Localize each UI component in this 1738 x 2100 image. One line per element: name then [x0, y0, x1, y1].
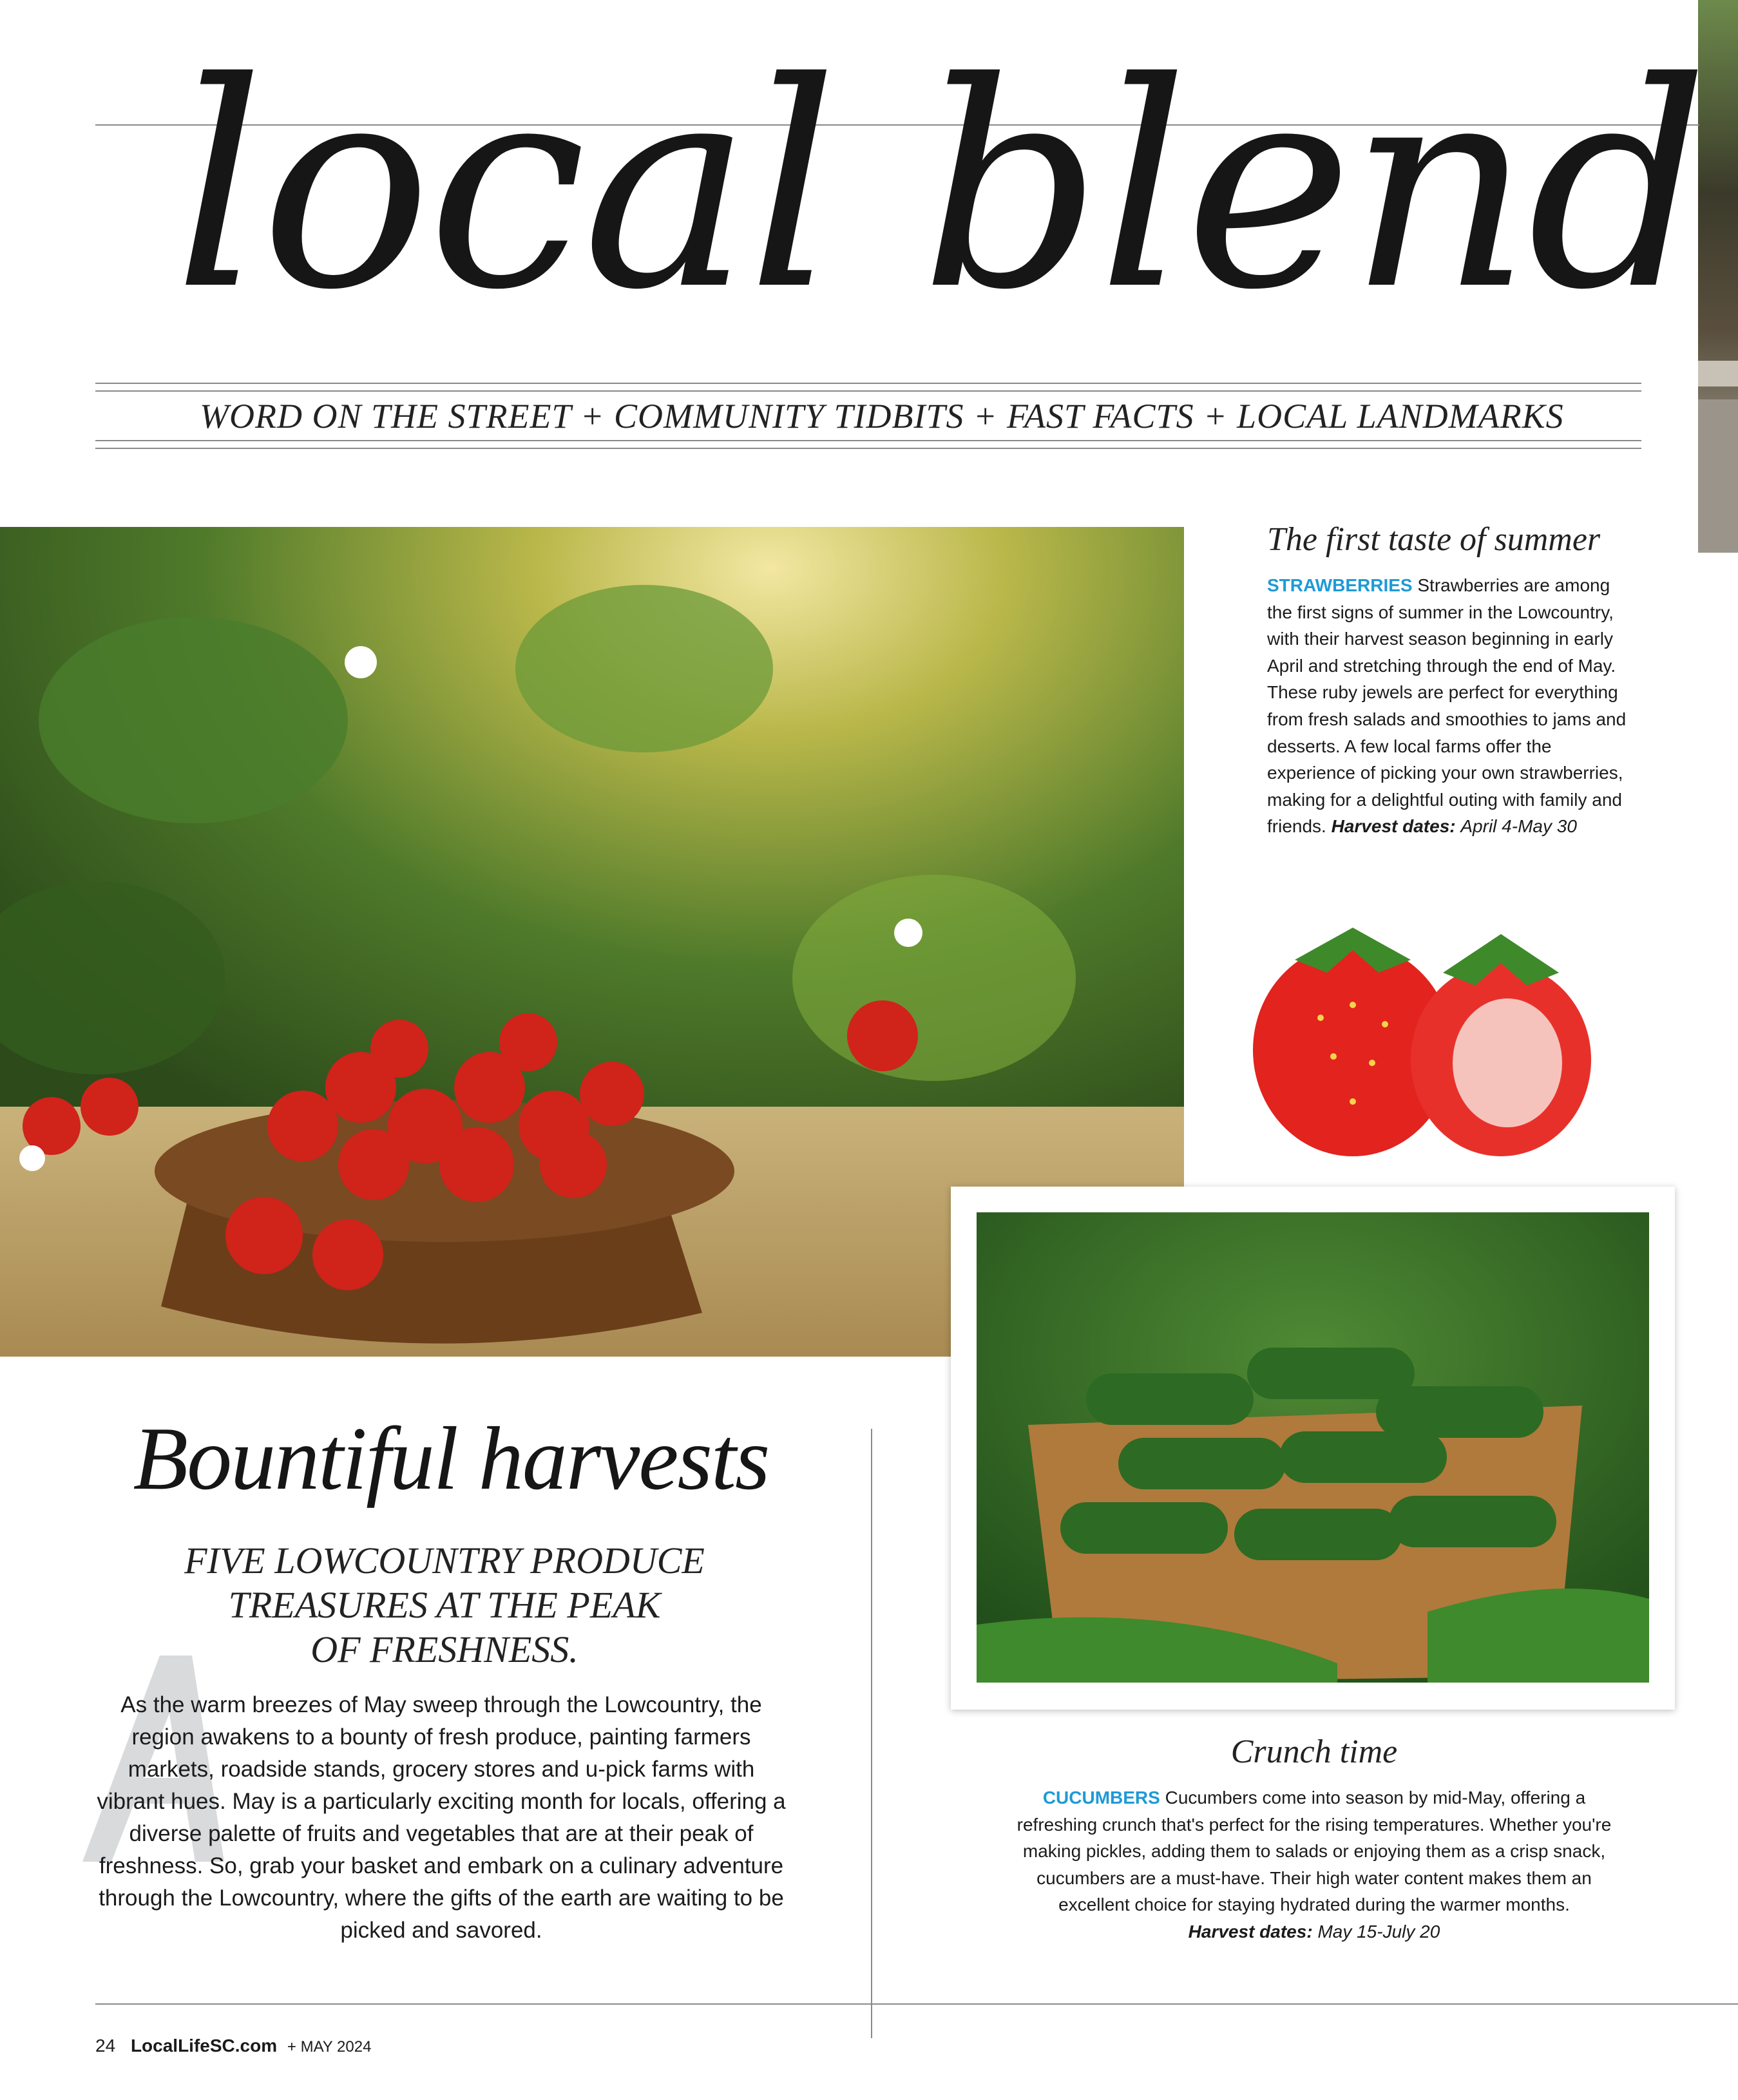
strawberries-cutout-image [1224, 889, 1636, 1160]
masthead-title: local blend [174, 22, 1705, 352]
strawberries-heading: The first taste of summer [1267, 521, 1601, 558]
strawberries-paragraph [1267, 572, 1628, 840]
footer-page-number: 24 [95, 2036, 116, 2056]
cucumbers-harvest-label: Harvest dates: [1188, 1921, 1313, 1942]
cucumbers-harvest-value: May 15-July 20 [1317, 1921, 1440, 1942]
masthead-rule-1 [95, 383, 1641, 384]
strawberries-harvest-value: April 4-May 30 [1460, 816, 1577, 837]
masthead-rule-3 [95, 440, 1641, 441]
masthead-rule-2 [95, 390, 1641, 392]
feature-intro: As the warm breezes of May sweep through the Lowcountry, the region awakens to a bounty of fresh produce, painting farmers markets, roadside stands, grocery stores and u-pick farms with vibrant hues. May is a particularly exciting month for locals, offering a diverse palette of fruits and vegetables that are at their peak of freshness. So, grab your basket and embark on a culinary adventure through the Lowcountry, where the gifts of the earth are waiting to be picked and savored. [97, 1692, 786, 1943]
cucumbers-keyword: CUCUMBERS [1042, 1788, 1160, 1808]
footer-rule [95, 2003, 1738, 2005]
cucumbers-paragraph [1005, 1784, 1623, 1945]
footer-issue: + MAY 2024 [287, 2038, 372, 2056]
masthead-rule-4 [95, 448, 1641, 449]
feature-subtitle-line-1: FIVE LOWCOUNTRY PRODUCE [184, 1540, 705, 1581]
footer-site[interactable]: LocalLifeSC.com [130, 2036, 278, 2056]
strawberries-body: Strawberries are among the first signs of summer in the Lowcountry, with their harvest season beginning in early April and stretching through the end of May. These ruby jewels are perfect for everything from fresh salads and smoothies to jams and desserts. A few local farms offer the experience of picking your own strawberries, making for a delightful outing with family and friends. [1267, 575, 1627, 837]
footer-folio [95, 2036, 371, 2056]
column-divider [871, 1429, 872, 2038]
cucumbers-body: Cucumbers come into season by mid-May, offering a refreshing crunch that's perfect for the rising temperatures. Whether you're making pickles, adding them to salads or enjoying them as a crisp snack, cucumbers are a must-have. Their high water content makes them an excellent choice for staying hydrated during the warmer months. [1017, 1788, 1612, 1914]
strawberries-harvest-label: Harvest dates: [1331, 816, 1456, 837]
cucumbers-heading: Crunch time [1230, 1733, 1398, 1770]
masthead-tagline: WORD ON THE STREET + COMMUNITY TIDBITS + FAST FACTS + LOCAL LANDMARKS [200, 397, 1564, 435]
feature-title: Bountiful harvests [133, 1409, 769, 1509]
feature-subtitle-line-3: OF FRESHNESS. [310, 1628, 578, 1670]
cucumber-photo-frame [951, 1187, 1675, 1710]
cucumber-basket-photo [977, 1212, 1649, 1683]
strawberries-keyword: STRAWBERRIES [1267, 575, 1413, 595]
feature-subtitle-line-2: TREASURES AT THE PEAK [228, 1584, 661, 1626]
